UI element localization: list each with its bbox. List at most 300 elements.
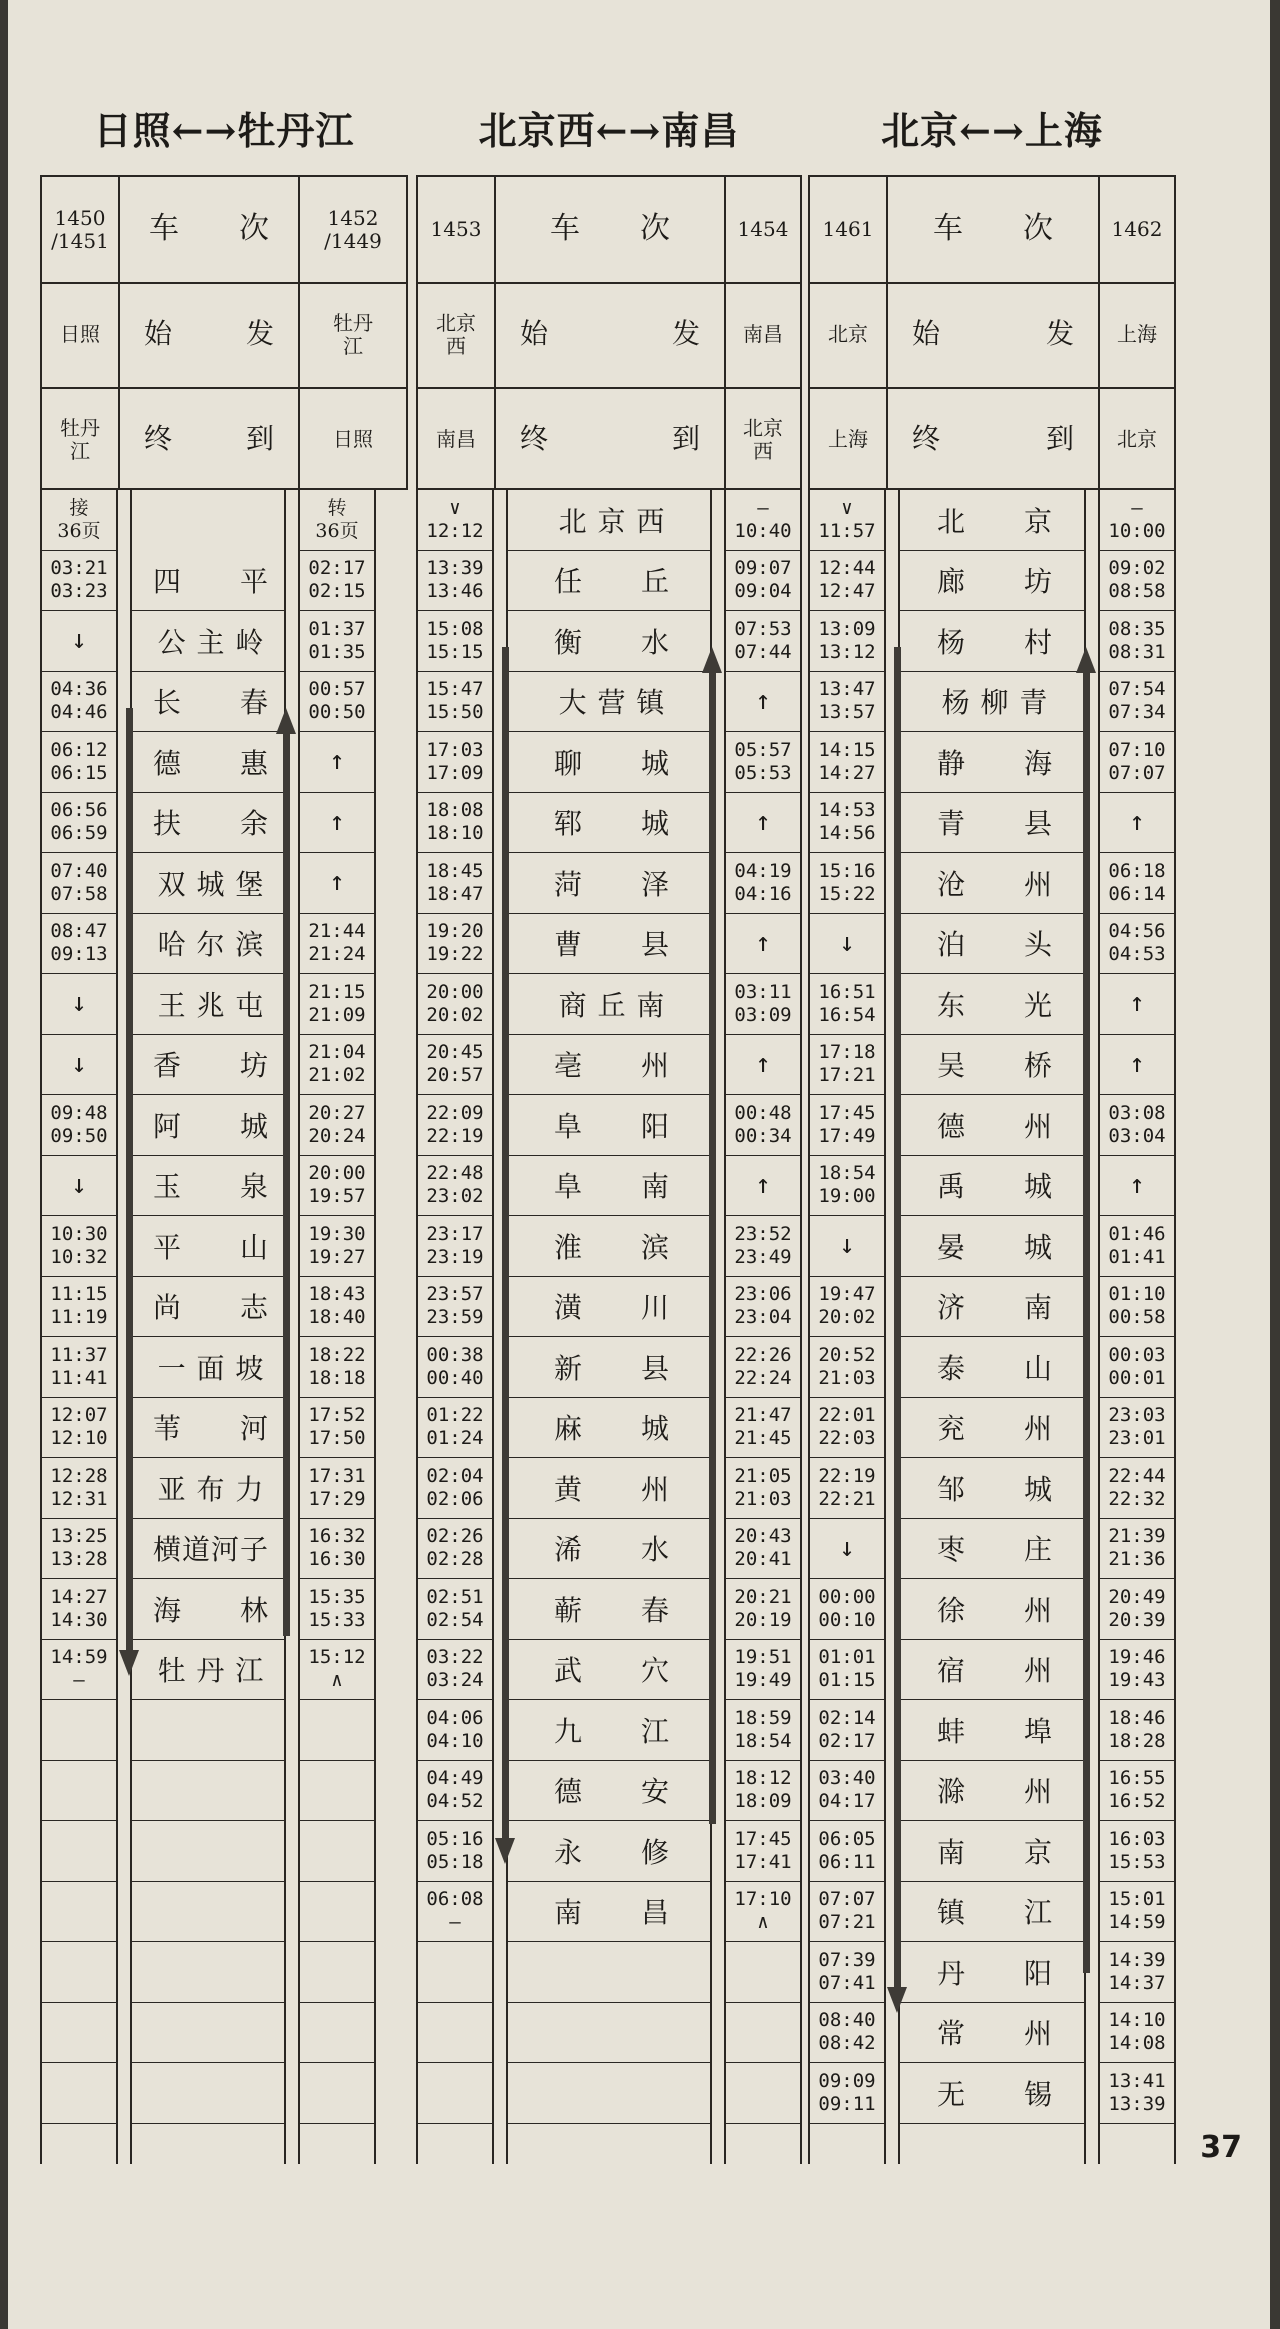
- time-cell: 03:22 03:24: [418, 1640, 492, 1701]
- label-start: 始: [912, 317, 941, 351]
- time-cell: 04:36 04:46: [42, 672, 116, 733]
- station-name: 蕲 春: [508, 1579, 710, 1640]
- time-cell: 01:22 01:24: [418, 1398, 492, 1459]
- time-cell: 00:48 00:34: [726, 1095, 800, 1156]
- route-title: 日照←→牡丹江: [93, 108, 355, 153]
- station-name: 麻 城: [508, 1398, 710, 1459]
- time-cell: 14:27 14:30: [42, 1579, 116, 1640]
- station-name: 商 丘 南: [508, 974, 710, 1035]
- time-cell: 01:37 01:35: [300, 611, 374, 672]
- time-cell: 02:51 02:54: [418, 1579, 492, 1640]
- station-name: 长 春: [132, 672, 284, 733]
- station-name: 九 江: [508, 1700, 710, 1761]
- up-arrow-head: [702, 647, 722, 673]
- station-name: 泊 头: [900, 914, 1084, 975]
- stations-column: [898, 490, 1086, 2164]
- station-name: 潢 川: [508, 1277, 710, 1338]
- empty-cell: [418, 1942, 492, 2003]
- time-cell: 11:15 11:19: [42, 1277, 116, 1338]
- station-name: 兖 州: [900, 1398, 1084, 1459]
- time-cell: 19:47 20:02: [810, 1277, 884, 1338]
- empty-cell: [132, 2063, 284, 2124]
- time-cell: 20:27 20:24: [300, 1095, 374, 1156]
- empty-cell: [42, 1821, 116, 1882]
- time-cell: 18:22 18:18: [300, 1337, 374, 1398]
- station-name: 四 平: [132, 551, 284, 612]
- down-times-column: [416, 490, 494, 2164]
- station-name: 浠 水: [508, 1519, 710, 1580]
- time-cell: 00:57 00:50: [300, 672, 374, 733]
- label-start: 始: [144, 317, 173, 351]
- station-name: 德 州: [900, 1095, 1084, 1156]
- pass-through-arrow: ↑: [300, 732, 374, 793]
- time-cell: 08:35 08:31: [1100, 611, 1174, 672]
- time-cell: 06:12 06:15: [42, 732, 116, 793]
- time-cell: 22:09 22:19: [418, 1095, 492, 1156]
- time-cell: 22:01 22:03: [810, 1398, 884, 1459]
- timetable-block: [416, 100, 802, 2200]
- station-name: 香 坊: [132, 1035, 284, 1096]
- empty-cell: [300, 1942, 374, 2003]
- station-name: 无 锡: [900, 2063, 1084, 2124]
- empty-cell: [132, 1882, 284, 1943]
- station-name: 德 惠: [132, 732, 284, 793]
- label-depart: 发: [671, 317, 700, 351]
- down-origin: 北京 西: [436, 310, 476, 358]
- label-depart: 发: [1045, 317, 1074, 351]
- time-cell: 03:40 04:17: [810, 1761, 884, 1822]
- time-cell: 15:35 15:33: [300, 1579, 374, 1640]
- time-cell: 13:47 13:57: [810, 672, 884, 733]
- time-cell: ∨ 12:12: [418, 490, 492, 551]
- timetable-block: [808, 100, 1176, 2200]
- time-cell: 20:45 20:57: [418, 1035, 492, 1096]
- label-depart: 发: [245, 317, 274, 351]
- time-cell: 15:47 15:50: [418, 672, 492, 733]
- pass-through-arrow: ↓: [42, 1156, 116, 1217]
- time-cell: 18:46 18:28: [1100, 1700, 1174, 1761]
- time-cell: 06:05 06:11: [810, 1821, 884, 1882]
- time-cell: 20:52 21:03: [810, 1337, 884, 1398]
- timetable-block: [40, 100, 408, 2200]
- time-cell: 14:10 14:08: [1100, 2003, 1174, 2064]
- down-origin: 日照: [60, 322, 100, 346]
- station-name: 徐 州: [900, 1579, 1084, 1640]
- label-arrival-row: [888, 387, 1098, 492]
- time-cell: 20:00 19:57: [300, 1156, 374, 1217]
- time-cell: 07:07 07:21: [810, 1882, 884, 1943]
- empty-cell: [132, 1942, 284, 2003]
- down-train-number: 1461: [822, 217, 874, 241]
- empty-cell: [508, 2003, 710, 2064]
- time-cell: 15:12 ∧: [300, 1640, 374, 1701]
- pass-through-arrow: ↑: [1100, 974, 1174, 1035]
- station-name: 济 南: [900, 1277, 1084, 1338]
- time-cell: 14:53 14:56: [810, 793, 884, 854]
- station-name: 宿 州: [900, 1640, 1084, 1701]
- time-cell: 07:40 07:58: [42, 853, 116, 914]
- route-title: 北京←→上海: [881, 108, 1103, 153]
- time-cell: 06:08 —: [418, 1882, 492, 1943]
- time-cell: 18:54 19:00: [810, 1156, 884, 1217]
- time-cell: 19:30 19:27: [300, 1216, 374, 1277]
- time-cell: 03:08 03:04: [1100, 1095, 1174, 1156]
- empty-cell: [300, 2003, 374, 2064]
- pass-through-arrow: ↓: [810, 914, 884, 975]
- station-name: 杨 村: [900, 611, 1084, 672]
- station-name: 禹 城: [900, 1156, 1084, 1217]
- time-cell: 19:46 19:43: [1100, 1640, 1174, 1701]
- time-cell: 14:39 14:37: [1100, 1942, 1174, 2003]
- time-cell: 09:07 09:04: [726, 551, 800, 612]
- time-cell: 12:28 12:31: [42, 1458, 116, 1519]
- station-name: 牡 丹 江: [132, 1640, 284, 1701]
- pass-through-arrow: ↑: [726, 672, 800, 733]
- station-name: 南 昌: [508, 1882, 710, 1943]
- time-cell: 04:49 04:52: [418, 1761, 492, 1822]
- stations-column: [130, 490, 286, 2164]
- station-name: 王 兆 屯: [132, 974, 284, 1035]
- time-cell: 22:48 23:02: [418, 1156, 492, 1217]
- time-cell: 00:38 00:40: [418, 1337, 492, 1398]
- time-cell: 18:43 18:40: [300, 1277, 374, 1338]
- station-name: 阿 城: [132, 1095, 284, 1156]
- time-cell: 07:53 07:44: [726, 611, 800, 672]
- station-name: 苇 河: [132, 1398, 284, 1459]
- down-direction-arrow: [126, 708, 133, 1651]
- label-departure-row: [120, 282, 298, 387]
- time-cell: 13:25 13:28: [42, 1519, 116, 1580]
- label-departure-row: [496, 282, 724, 387]
- time-cell: 01:01 01:15: [810, 1640, 884, 1701]
- time-cell: 17:52 17:50: [300, 1398, 374, 1459]
- time-cell: — 10:00: [1100, 490, 1174, 551]
- time-cell: 13:39 13:46: [418, 551, 492, 612]
- station-name: 晏 城: [900, 1216, 1084, 1277]
- time-cell: 09:48 09:50: [42, 1095, 116, 1156]
- time-cell: 15:01 14:59: [1100, 1882, 1174, 1943]
- station-name: 双 城 堡: [132, 853, 284, 914]
- header-grid: [416, 175, 802, 490]
- station-name: 镇 江: [900, 1882, 1084, 1943]
- time-cell: 17:10 ∧: [726, 1882, 800, 1943]
- time-cell: 03:11 03:09: [726, 974, 800, 1035]
- pass-through-arrow: ↑: [300, 793, 374, 854]
- empty-cell: [42, 1700, 116, 1761]
- time-cell: ∨ 11:57: [810, 490, 884, 551]
- time-cell: 07:10 07:07: [1100, 732, 1174, 793]
- label-end: 终: [520, 422, 549, 456]
- empty-cell: [132, 1761, 284, 1822]
- time-cell: 23:06 23:04: [726, 1277, 800, 1338]
- empty-cell: [300, 1761, 374, 1822]
- label-arrive: 到: [1045, 422, 1074, 456]
- down-direction-arrow: [502, 647, 509, 1838]
- station-name: 泰 山: [900, 1337, 1084, 1398]
- time-cell: 13:41 13:39: [1100, 2063, 1174, 2124]
- time-cell: 17:03 17:09: [418, 732, 492, 793]
- up-destination: 北京: [1117, 427, 1157, 451]
- time-cell: 16:32 16:30: [300, 1519, 374, 1580]
- station-name: 沧 州: [900, 853, 1084, 914]
- station-name: 海 林: [132, 1579, 284, 1640]
- empty-cell: [300, 1821, 374, 1882]
- empty-cell: [508, 2063, 710, 2124]
- time-cell: 04:56 04:53: [1100, 914, 1174, 975]
- label-departure-row: [888, 282, 1098, 387]
- down-destination: 南昌: [436, 427, 476, 451]
- station-name: 邹 城: [900, 1458, 1084, 1519]
- station-name: 东 光: [900, 974, 1084, 1035]
- time-cell: 21:44 21:24: [300, 914, 374, 975]
- empty-cell: [418, 2063, 492, 2124]
- empty-cell: [508, 1942, 710, 2003]
- time-cell: 14:59 —: [42, 1640, 116, 1701]
- time-cell: 21:15 21:09: [300, 974, 374, 1035]
- station-name: 尚 志: [132, 1277, 284, 1338]
- up-origin: 南昌: [743, 322, 783, 346]
- time-cell: 17:45 17:41: [726, 1821, 800, 1882]
- time-cell: 18:59 18:54: [726, 1700, 800, 1761]
- time-cell: 20:21 20:19: [726, 1579, 800, 1640]
- station-name: 丹 阳: [900, 1942, 1084, 2003]
- up-times-column: [298, 490, 376, 2164]
- station-name: 任 丘: [508, 551, 710, 612]
- time-cell: 03:21 03:23: [42, 551, 116, 612]
- station-name: 滁 州: [900, 1761, 1084, 1822]
- station-name: 亳 州: [508, 1035, 710, 1096]
- pass-through-arrow: ↑: [1100, 1035, 1174, 1096]
- up-train-number: 1454: [737, 217, 789, 241]
- down-origin: 北京: [828, 322, 868, 346]
- time-cell: 19:20 19:22: [418, 914, 492, 975]
- empty-cell: [300, 2063, 374, 2124]
- pass-through-arrow: ↓: [810, 1216, 884, 1277]
- station-name: 阜 南: [508, 1156, 710, 1217]
- empty-cell: [726, 2063, 800, 2124]
- pass-through-arrow: ↑: [726, 914, 800, 975]
- time-cell: 12:07 12:10: [42, 1398, 116, 1459]
- up-origin: 上海: [1117, 322, 1157, 346]
- down-arrow-head: [495, 1838, 515, 1864]
- time-cell: 02:04 02:06: [418, 1458, 492, 1519]
- station-name: 常 州: [900, 2003, 1084, 2064]
- pass-through-arrow: ↓: [810, 1519, 884, 1580]
- time-cell: — 10:40: [726, 490, 800, 551]
- empty-cell: [132, 1700, 284, 1761]
- time-cell: 02:26 02:28: [418, 1519, 492, 1580]
- station-name: 郓 城: [508, 793, 710, 854]
- label-arrival-row: [120, 387, 298, 492]
- empty-cell: [42, 1882, 116, 1943]
- time-cell: 23:03 23:01: [1100, 1398, 1174, 1459]
- station-name: 德 安: [508, 1761, 710, 1822]
- station-name: 静 海: [900, 732, 1084, 793]
- pass-through-arrow: ↑: [300, 853, 374, 914]
- label-train-no: 车 次: [550, 211, 670, 247]
- page-number: 37: [1200, 2130, 1242, 2165]
- label-end: 终: [144, 422, 173, 456]
- time-cell: 15:08 15:15: [418, 611, 492, 672]
- station-name: 阜 阳: [508, 1095, 710, 1156]
- down-times-column: [808, 490, 886, 2164]
- empty-cell: [42, 2063, 116, 2124]
- up-direction-arrow: [283, 734, 290, 1637]
- pass-through-arrow: ↓: [42, 974, 116, 1035]
- pass-through-arrow: ↑: [726, 793, 800, 854]
- time-cell: 04:19 04:16: [726, 853, 800, 914]
- station-name: 公 主 岭: [132, 611, 284, 672]
- station-name: 扶 余: [132, 793, 284, 854]
- pass-through-arrow: ↓: [42, 611, 116, 672]
- time-cell: 12:44 12:47: [810, 551, 884, 612]
- label-arrival-row: [496, 387, 724, 492]
- empty-cell: [132, 1821, 284, 1882]
- timetable-page: [8, 0, 1270, 2329]
- label-arrive: 到: [245, 422, 274, 456]
- up-arrow-head: [276, 708, 296, 734]
- down-direction-arrow: [894, 647, 901, 1986]
- up-destination: 北京 西: [743, 415, 783, 463]
- pass-through-arrow: ↑: [726, 1156, 800, 1217]
- time-cell: 23:17 23:19: [418, 1216, 492, 1277]
- pass-through-arrow: ↓: [42, 1035, 116, 1096]
- station-name: 永 修: [508, 1821, 710, 1882]
- pass-through-arrow: ↑: [1100, 1156, 1174, 1217]
- time-cell: 16:51 16:54: [810, 974, 884, 1035]
- time-cell: 21:04 21:02: [300, 1035, 374, 1096]
- station-name: 新 县: [508, 1337, 710, 1398]
- transfer-note: 转 36页: [300, 490, 374, 551]
- time-cell: 22:19 22:21: [810, 1458, 884, 1519]
- time-cell: 00:00 00:10: [810, 1579, 884, 1640]
- station-name: 吴 桥: [900, 1035, 1084, 1096]
- up-times-column: [1098, 490, 1176, 2164]
- empty-cell: [42, 1761, 116, 1822]
- time-cell: 06:56 06:59: [42, 793, 116, 854]
- time-cell: 21:05 21:03: [726, 1458, 800, 1519]
- time-cell: 04:06 04:10: [418, 1700, 492, 1761]
- pass-through-arrow: ↑: [1100, 793, 1174, 854]
- time-cell: 18:12 18:09: [726, 1761, 800, 1822]
- station-name: 枣 庄: [900, 1519, 1084, 1580]
- time-cell: 22:26 22:24: [726, 1337, 800, 1398]
- station-name: 聊 城: [508, 732, 710, 793]
- time-cell: 01:10 00:58: [1100, 1277, 1174, 1338]
- time-cell: 01:46 01:41: [1100, 1216, 1174, 1277]
- down-destination: 牡丹 江: [60, 415, 100, 463]
- up-direction-arrow: [709, 673, 716, 1824]
- station-name: 黄 州: [508, 1458, 710, 1519]
- station-name: 哈 尔 滨: [132, 914, 284, 975]
- time-cell: 15:16 15:22: [810, 853, 884, 914]
- time-cell: 21:47 21:45: [726, 1398, 800, 1459]
- time-cell: 10:30 10:32: [42, 1216, 116, 1277]
- label-train-no: 车 次: [933, 211, 1053, 247]
- station-name: 青 县: [900, 793, 1084, 854]
- time-cell: 20:49 20:39: [1100, 1579, 1174, 1640]
- time-cell: 11:37 11:41: [42, 1337, 116, 1398]
- header-grid: [40, 175, 408, 490]
- station-name: 玉 泉: [132, 1156, 284, 1217]
- empty-cell: [418, 2003, 492, 2064]
- pass-through-arrow: ↑: [726, 1035, 800, 1096]
- station-name: 横道河子: [132, 1519, 284, 1580]
- empty-cell: [726, 1942, 800, 2003]
- station-name: 一 面 坡: [132, 1337, 284, 1398]
- time-cell: 16:03 15:53: [1100, 1821, 1174, 1882]
- time-cell: 08:47 09:13: [42, 914, 116, 975]
- station-name: 北 京: [900, 490, 1084, 551]
- time-cell: 14:15 14:27: [810, 732, 884, 793]
- time-cell: 23:57 23:59: [418, 1277, 492, 1338]
- route-title: 北京西←→南昌: [478, 108, 740, 153]
- time-cell: 17:31 17:29: [300, 1458, 374, 1519]
- time-cell: 05:16 05:18: [418, 1821, 492, 1882]
- time-cell: 07:39 07:41: [810, 1942, 884, 2003]
- station-name: 北 京 西: [508, 490, 710, 551]
- station-name: 曹 县: [508, 914, 710, 975]
- empty-cell: [132, 2003, 284, 2064]
- header-grid: [808, 175, 1176, 490]
- station-name: 南 京: [900, 1821, 1084, 1882]
- time-cell: 13:09 13:12: [810, 611, 884, 672]
- time-cell: 07:54 07:34: [1100, 672, 1174, 733]
- time-cell: 18:45 18:47: [418, 853, 492, 914]
- down-arrow-head: [887, 1987, 907, 2013]
- empty-cell: [42, 1942, 116, 2003]
- label-arrive: 到: [671, 422, 700, 456]
- time-cell: 08:40 08:42: [810, 2003, 884, 2064]
- time-cell: 00:03 00:01: [1100, 1337, 1174, 1398]
- time-cell: 19:51 19:49: [726, 1640, 800, 1701]
- station-name: 杨 柳 青: [900, 672, 1084, 733]
- station-name: 廊 坊: [900, 551, 1084, 612]
- up-train-number: 1452 /1449: [324, 205, 382, 253]
- empty-cell: [300, 1700, 374, 1761]
- time-cell: 06:18 06:14: [1100, 853, 1174, 914]
- down-train-number: 1450 /1451: [51, 205, 109, 253]
- transfer-note: 接 36页: [42, 490, 116, 551]
- empty-cell: [726, 2003, 800, 2064]
- label-end: 终: [912, 422, 941, 456]
- time-cell: 22:44 22:32: [1100, 1458, 1174, 1519]
- time-cell: 18:08 18:10: [418, 793, 492, 854]
- time-cell: 02:17 02:15: [300, 551, 374, 612]
- station-name: 亚 布 力: [132, 1458, 284, 1519]
- time-cell: 17:45 17:49: [810, 1095, 884, 1156]
- time-cell: 16:55 16:52: [1100, 1761, 1174, 1822]
- station-name: 菏 泽: [508, 853, 710, 914]
- up-origin: 牡丹 江: [333, 310, 373, 358]
- down-times-column: [40, 490, 118, 2164]
- down-destination: 上海: [828, 427, 868, 451]
- station-name: 蚌 埠: [900, 1700, 1084, 1761]
- station-name: 衡 水: [508, 611, 710, 672]
- time-cell: 09:09 09:11: [810, 2063, 884, 2124]
- time-cell: 20:00 20:02: [418, 974, 492, 1035]
- down-train-number: 1453: [430, 217, 482, 241]
- up-train-number: 1462: [1111, 217, 1163, 241]
- station-name: 大 营 镇: [508, 672, 710, 733]
- time-cell: 09:02 08:58: [1100, 551, 1174, 612]
- station-name: 淮 滨: [508, 1216, 710, 1277]
- label-train-no: 车 次: [149, 211, 269, 247]
- time-cell: 05:57 05:53: [726, 732, 800, 793]
- up-times-column: [724, 490, 802, 2164]
- stations-column: [506, 490, 712, 2164]
- time-cell: 20:43 20:41: [726, 1519, 800, 1580]
